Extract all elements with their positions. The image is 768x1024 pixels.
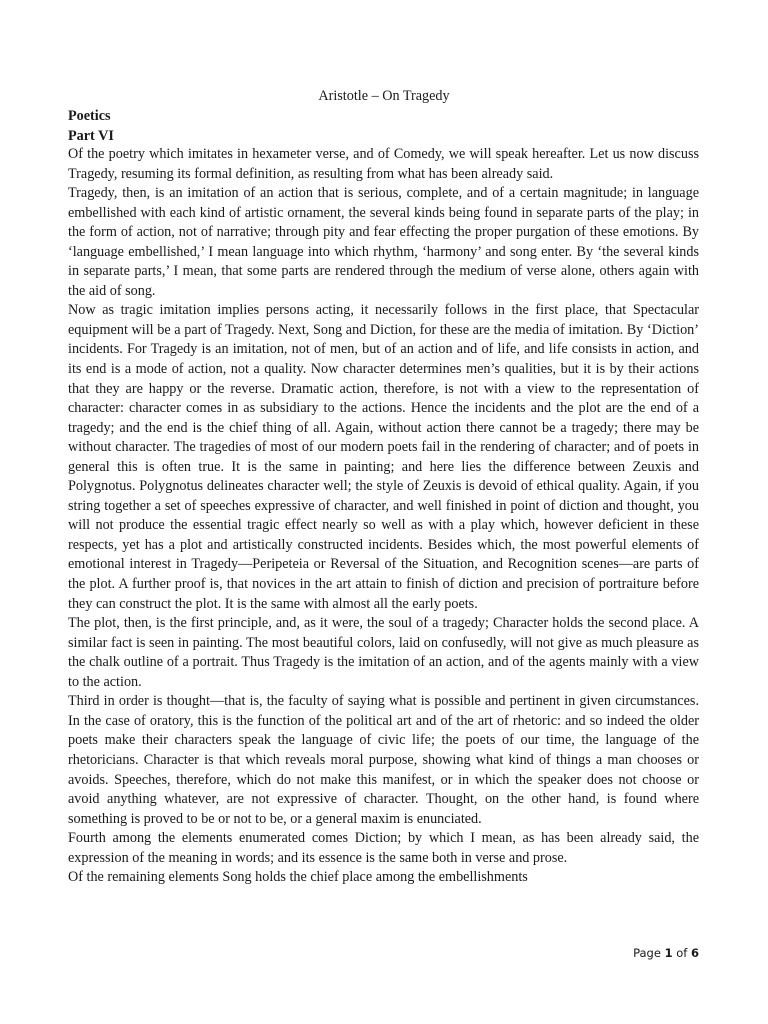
page-label: Page bbox=[633, 946, 661, 960]
paragraph: Now as tragic imitation implies persons acting, it necessarily follows in the first place, that Spectacular equipment will be a part of Tragedy. Next, Song and Diction, for these are the media of imitation. By ‘Diction’ incidents. For Tragedy is an imitation, not of men, but of an action and of life, and life consists in action, and its end is a mode of action, not a quality. Now character determines men’s qualities, but it is by their actions that they are happy or the reverse. Dramatic action, therefore, is not with a view to the representation of character: character comes in as subsidiary to the actions. Hence the incidents and the plot are the end of a tragedy; and the end is the chief thing of all. Again, without action there cannot be a tragedy; there may be without character. The tragedies of most of our modern poets fail in the rendering of character; and of poets in general this is often true. It is the same in painting; and here lies the difference between Zeuxis and Polygnotus. Polygnotus delineates character well; the style of Zeuxis is devoid of ethical quality. Again, if you string together a set of speeches expressive of character, and well finished in point of diction and thought, you will not produce the essential tragic effect nearly so well as with a play which, however deficient in these respects, yet has a plot and artistically constructed incidents. Besides which, the most powerful elements of emotional interest in Tragedy—Peripeteia or Reversal of the Situation, and Recognition scenes—are parts of the plot. A further proof is, that novices in the art attain to finish of diction and precision of portraiture before they can construct the plot. It is the same with almost all the early poets. bbox=[68, 302, 699, 612]
body-text bbox=[68, 145, 699, 888]
page-current: 1 bbox=[664, 946, 673, 960]
paragraph: Third in order is thought—that is, the faculty of saying what is possible and pertinent in given circumstances. In the case of oratory, this is the function of the political art and of the art of rhetoric: and so indeed the older poets make their characters speak the language of civic life; the poets of our time, the language of the rhetoricians. Character is that which reveals moral purpose, showing what kind of things a man chooses or avoids. Speeches, therefore, which do not make this manifest, or in which the speaker does not choose or avoid anything whatever, are not expressive of character. Thought, on the other hand, is found where something is proved to be or not to be, or a general maxim is enunciated. bbox=[68, 693, 699, 827]
paragraph: Fourth among the elements enumerated comes Diction; by which I mean, as has been already said, the expression of the meaning in words; and its essence is the same both in verse and prose. bbox=[68, 830, 699, 866]
page-number bbox=[633, 945, 699, 961]
section-subheading: Part VI bbox=[68, 128, 114, 144]
document-title: Aristotle – On Tragedy bbox=[318, 88, 450, 104]
section-heading: Poetics bbox=[68, 108, 111, 124]
page-total: 6 bbox=[690, 946, 699, 960]
page-of: of bbox=[676, 946, 688, 960]
paragraph: Of the remaining elements Song holds the chief place among the embellishments bbox=[68, 869, 528, 886]
paragraph: The plot, then, is the first principle, and, as it were, the soul of a tragedy; Character holds the second place. A similar fact is seen in painting. The most beautiful colors, laid on confusedly, will not give as much pleasure as the chalk outline of a portrait. Thus Tragedy is the imitation of an action, and of the agents mainly with a view to the action. bbox=[68, 615, 699, 690]
paragraph: Of the poetry which imitates in hexameter verse, and of Comedy, we will speak hereafter. Let us now discuss Tragedy, resuming its formal definition, as resulting from what has been already said. bbox=[68, 146, 699, 182]
paragraph: Tragedy, then, is an imitation of an action that is serious, complete, and of a certain magnitude; in language embellished with each kind of artistic ornament, the several kinds being found in separate parts of the play; in the form of action, not of narrative; through pity and fear effecting the proper purgation of these emotions. By ‘language embellished,’ I mean language into which rhythm, ‘harmony’ and song enter. By ‘the several kinds in separate parts,’ I mean, that some parts are rendered through the medium of verse alone, others again with the aid of song. bbox=[68, 185, 699, 299]
